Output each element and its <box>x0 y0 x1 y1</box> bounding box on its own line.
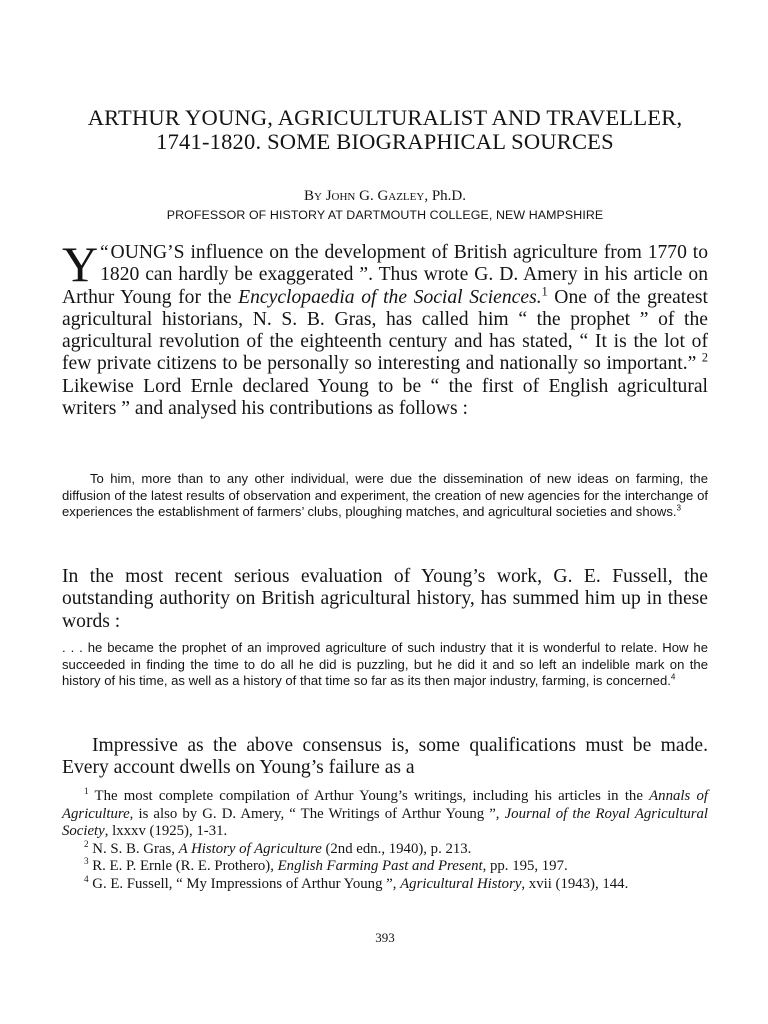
paragraph-1 <box>62 236 708 420</box>
article-title: ARTHUR YOUNG, AGRICULTURALIST AND TRAVELLER, 1741-1820. SOME BIOGRAPHICAL SOURCES <box>87 105 683 154</box>
page-number: 393 <box>375 930 395 945</box>
author-name: John G. Gazley <box>325 188 425 204</box>
footnote-4-text-a: G. E. Fussell, “ My Impressions of Arthur Young ”, <box>88 875 401 892</box>
footnote-mark-2: 2 <box>84 838 89 849</box>
author-affiliation: PROFESSOR OF HISTORY AT DARTMOUTH COLLEGE, NEW HAMPSHIRE <box>166 208 604 222</box>
footnote-4 <box>62 873 708 894</box>
footnote-1-italic-b: Journal of the Royal Agricultural Society <box>62 805 708 839</box>
footnote-mark-1: 1 <box>84 786 89 797</box>
journal-page <box>62 0 708 1024</box>
footnote-ref-3[interactable]: 3 <box>676 503 682 513</box>
drop-cap: Y <box>62 236 99 292</box>
byline-prefix: By <box>303 188 322 204</box>
paragraph-3: Impressive as the above consensus is, some qualifications must be made. Every account dwells on Young’s failure as a <box>62 735 708 779</box>
footnote-1-text-c: , lxxxv (1925), 1-31. <box>104 823 228 839</box>
block-quote-ernle <box>62 471 708 521</box>
footnote-3-text-a: R. E. P. Ernle (R. E. Prothero), <box>88 858 278 874</box>
footnote-2-text-b: (2nd edn., 1940), p. 213. <box>321 840 472 857</box>
footnote-ref-2[interactable]: 2 <box>701 350 708 365</box>
paragraph-2: In the most recent serious evaluation of Young’s work, G. E. Fussell, the outstanding authority on British agricultural history, has summed him up in these words : <box>62 566 708 632</box>
byline: By John G. Gazley, Ph.D. <box>303 188 467 204</box>
footnote-2 <box>62 838 708 859</box>
footnote-1-text-b: , is also by G. D. Amery, “ The Writings of Arthur Young ”, <box>129 805 505 822</box>
p1-text-b: One of the greatest agricultural historians, N. S. B. Gras, has called him “ the prophet ” of the agricultural revolution of the eighteenth century and has stated, “ It is the lot of few private citizens to be personally so interesting and nationally so important.” <box>62 286 708 375</box>
footnote-ref-4[interactable]: 4 <box>670 672 676 682</box>
footnote-4-italic: Agricultural History <box>400 875 522 892</box>
p1-text-c: Likewise Lord Ernle declared Young to be “ the first of English agricultural writers ” and analysed his contributions as follows : <box>62 375 708 420</box>
opening-quote: “ <box>100 242 109 263</box>
footnote-1-text-a: The most complete compilation of Arthur Young’s writings, including his articles in the <box>88 788 650 804</box>
footnote-3-italic: English Farming Past and Present <box>277 858 483 874</box>
footnote-3 <box>62 858 708 876</box>
quote1-text: To him, more than to any other individual, were due the dissemination of new ideas on farming, the diffusion of the latest results of observation and experiment, the creation of new agencies for the interchange of experiences the establishment of farmers’ clubs, ploughing matches, and agricultural societies and shows. <box>62 471 708 519</box>
footnote-mark-3: 3 <box>84 856 89 867</box>
footnote-2-italic: A History of Agriculture <box>178 840 322 857</box>
footnote-1 <box>62 788 708 841</box>
p1-text-a: OUNG’S influence on the development of British agriculture from 1770 to 1820 can hardly be exaggerated ”. Thus wrote G. D. Amery in his article on Arthur Young for the <box>62 242 708 308</box>
footnote-2-text-a: N. S. B. Gras, <box>88 840 179 857</box>
quote2-text: . . . he became the prophet of an improved agriculture of such industry that it is wonderful to relate. How he succeeded in finding the time to do all he did is puzzling, but he did it and so left an indelible mark on the history of his time, as well as a history of that time so far as its then major industry, farming, is concerned. <box>62 640 708 688</box>
block-quote-fussell <box>62 640 708 690</box>
footnote-1-italic-a: Annals of Agriculture <box>62 788 708 822</box>
footnote-ref-1[interactable]: 1 <box>541 284 548 299</box>
footnote-3-text-b: , pp. 195, 197. <box>482 858 568 874</box>
p1-italic-title: Encyclopaedia of the Social Sciences. <box>238 286 542 308</box>
footnote-mark-4: 4 <box>84 873 89 884</box>
author-degree: Ph.D. <box>431 188 467 204</box>
footnotes <box>62 788 708 893</box>
footnote-4-text-b: , xvii (1943), 144. <box>521 875 629 892</box>
